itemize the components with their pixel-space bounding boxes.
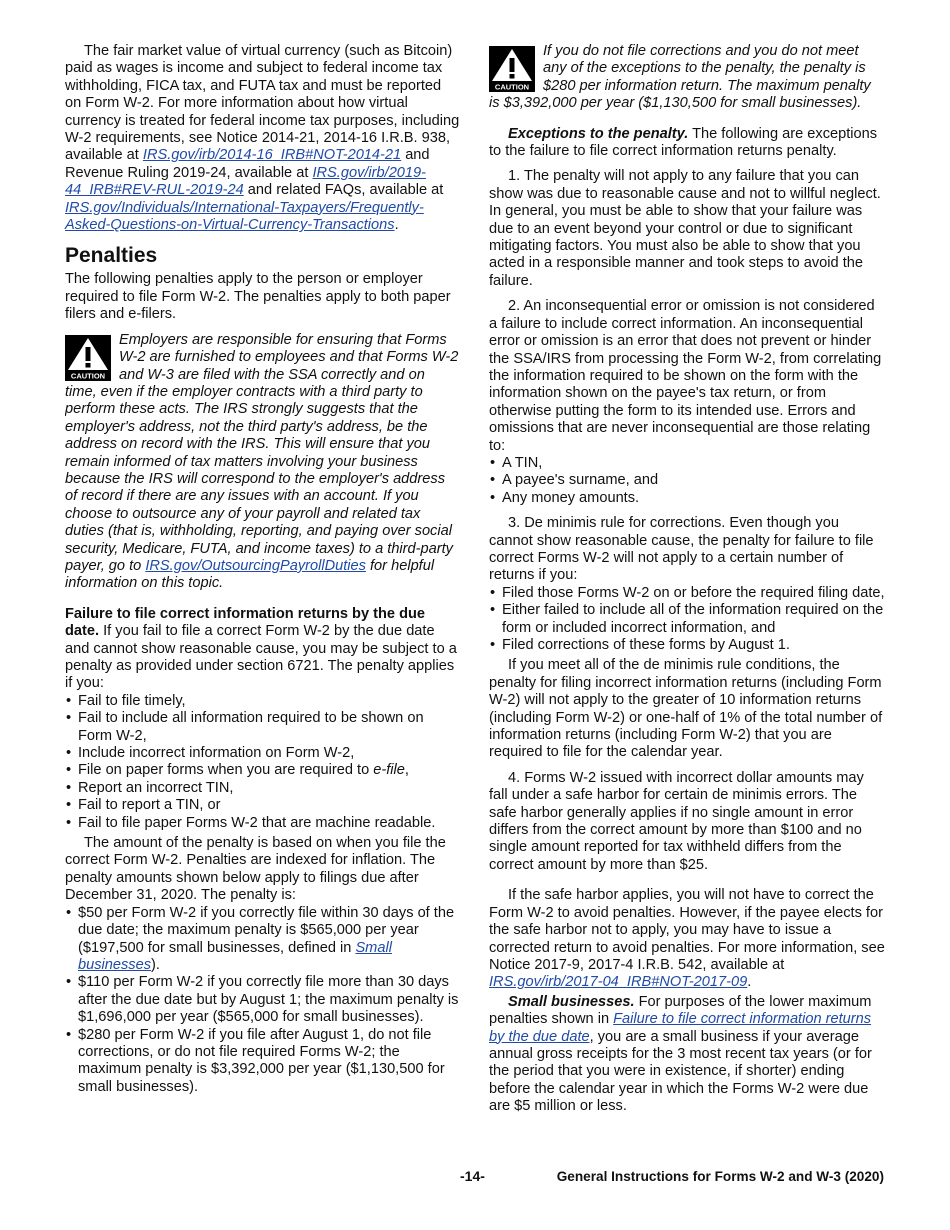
list-item: • $50 per Form W-2 if you correctly file within 30 days of the due date; the maximum penalty is $565,000 per year ($197,500 for small businesses, defined in Small businesses).	[65, 905, 460, 975]
list-item: • $110 per Form W-2 if you correctly file more than 30 days after the due date but by August 1; the maximum penalty is $1,696,000 per year ($565,000 for small businesses).	[65, 974, 460, 1026]
page-number: -14-	[460, 1168, 485, 1184]
virtual-currency-paragraph: The fair market value of virtual currency (such as Bitcoin) paid as wages is income and subject to federal income tax withholding, FICA tax, and FUTA tax and must be reported on Form W-2. For more information about how virtual currency is treated for federal income tax purposes, including W-2 requirements, see Notice 2014-21, 2014-16 I.R.B. 938, available at IRS.gov/irb/2014-16_IRB#NOT-2014-21 and Revenue Ruling 2019-24, available at IRS.gov/irb/2019-44_IRB#REV-RUL-2019-24 and related FAQs, available at IRS.gov/Individuals/International-Taxpayers/Frequently-Asked-Questions-on-Virtual-Currency-Transactions.	[65, 43, 460, 234]
list-item: • Fail to file paper Forms W-2 that are machine readable.	[65, 815, 460, 832]
virtual-currency-faq-link[interactable]: IRS.gov/Individuals/International-Taxpayers/Frequently-Asked-Questions-on-Virtual-Currency-Transactions	[65, 199, 424, 234]
penalties-intro: The following penalties apply to the person or employer required to file Form W-2. The penalties apply to both paper filers and e-filers.	[65, 271, 451, 323]
small-businesses-link[interactable]: Small businesses	[78, 939, 392, 973]
exception-4: 4. Forms W-2 issued with incorrect dollar amounts may fall under a safe harbor for certain de minimis errors. The safe harbor generally applies if no single amount in error differs from the correct amount by more than $100 and no single amount reported for tax withheld differs from the correct amount by more than $25.	[489, 769, 864, 873]
penalty-amounts-list	[65, 905, 460, 1096]
list-item: • A payee's surname, and	[489, 472, 885, 489]
de-minimis-list	[489, 585, 885, 655]
penalty-amount-paragraph: The amount of the penalty is based on when you file the correct Form W-2. Penalties are indexed for inflation. The penalty amounts shown below apply to filings due after December 31, 2020. The penalty is:	[65, 835, 446, 904]
list-item: • $280 per Form W-2 if you file after August 1, do not file corrections, or do not file required Forms W-2; the maximum penalty is $3,392,000 per year ($1,130,500 for small businesses).	[65, 1027, 460, 1097]
right-column	[489, 43, 885, 1116]
list-item: • Report an incorrect TIN,	[65, 780, 460, 797]
exceptions-paragraph: Exceptions to the penalty. The following are exceptions to the failure to file correct information returns penalty.	[489, 125, 878, 160]
list-item: • Fail to file timely,	[65, 693, 460, 710]
caution-note-corrections: CAUTION If you do not file corrections and you do not meet any of the exceptions to the penalty, the penalty is $280 per information return. The maximum penalty is $3,392,000 per year ($1,130,500 for small businesses).	[489, 43, 871, 112]
exception-3: 3. De minimis rule for corrections. Even though you cannot show reasonable cause, the penalty for failure to file correct Forms W-2 will not apply to a certain number of returns if you:	[489, 515, 874, 584]
notice-2017-9-link[interactable]: IRS.gov/irb/2017-04_IRB#NOT-2017-09	[489, 974, 748, 991]
list-item: • Any money amounts.	[489, 490, 885, 507]
failure-to-file-link[interactable]: Failure to file correct information returns by the due date	[489, 1011, 872, 1045]
list-item: • Fail to include all information required to be shown on Form W-2,	[65, 710, 460, 745]
list-item: • Either failed to include all of the information required on the form or included incorrect information, and	[489, 602, 885, 637]
failure-to-file-heading: Failure to file correct information returns by the due date.	[65, 605, 426, 640]
outsourcing-payroll-duties-link[interactable]: IRS.gov/OutsourcingPayrollDuties	[145, 557, 366, 574]
exceptions-heading: Exceptions to the penalty.	[508, 125, 689, 142]
de-minimis-conditions-paragraph: If you meet all of the de minimis rule conditions, the penalty for filing incorrect information returns (including Form W-2) will not apply to the greater of 10 information returns (including Form W-2) or one-half of 1% of the total number of information returns (including Form W-2) that you are required to file for the calendar year.	[489, 657, 883, 761]
caution-icon	[489, 46, 535, 92]
caution-icon	[65, 335, 111, 381]
irb-2019-44-link[interactable]: IRS.gov/irb/2019-44_IRB#REV-RUL-2019-24	[65, 164, 427, 199]
safe-harbor-paragraph: If the safe harbor applies, you will not have to correct the Form W-2 to avoid penalties. However, if the payee elects for the safe harbor not to apply, you may have to issue a corrected return to avoid penalties. For more information, see Notice 2017-9, 2017-4 I.R.B. 542, available at IRS.gov/irb/2017-04_IRB#NOT-2017-09.	[489, 887, 885, 991]
list-item: • Filed those Forms W-2 on or before the required filing date,	[489, 585, 885, 602]
exception-2: 2. An inconsequential error or omission is not considered a failure to include correct information. An inconsequential error or omission is an error that does not prevent or hinder the SSA/IRS from processing the Form W-2, from correlating the information required to be shown on the form with the information shown on the payee's tax return, or from otherwise putting the form to its intended use. Errors and omissions that are never inconsequential are those relating to:	[489, 298, 882, 454]
list-item: • A TIN,	[489, 455, 885, 472]
list-item: • File on paper forms when you are required to e-file,	[65, 762, 460, 779]
penalties-heading: Penalties	[65, 244, 158, 268]
svg-text:CAUTION: CAUTION	[70, 371, 106, 381]
caution-note-employers: CAUTION Employers are responsible for ensuring that Forms W-2 are furnished to employees and that Forms W-2 and W-3 are filed with the SSA correctly and on time, even if the employer contracts with a third party to perform these acts. The IRS strongly suggests that the employer's address, not the third party's address, be the address on record with the IRS. This will ensure that you remain informed of tax matters involving your business because the IRS will correspond to the employer's address of record if there are any issues with an account. If you choose to outsource any of your payroll and related tax duties (that is, withholding, reporting, and paying over social security, Medicare, FUTA, and income taxes) to a third-party payer, go to IRS.gov/OutsourcingPayrollDuties for helpful information on this topic.	[65, 331, 459, 592]
small-businesses-heading: Small businesses.	[508, 993, 635, 1010]
list-item: • Fail to report a TIN, or	[65, 797, 460, 814]
exception-1: 1. The penalty will not apply to any failure that you can show was due to reasonable cause and not to willful neglect. In general, you must be able to show that your failure was due to an event beyond your control or due to significant mitigating factors. You must also be able to show that you acted in a responsible manner and took steps to avoid the failure.	[489, 168, 881, 289]
small-businesses-paragraph: Small businesses. For purposes of the lower maximum penalties shown in Failure to file correct information returns by the due date, you are a small business if your average annual gross receipts for the 3 most recent tax years (or for the period that you were in existence, if shorter) ending before the calendar year in which the Forms W-2 were due are $5 million or less.	[489, 993, 872, 1115]
failure-conditions-list	[65, 693, 460, 832]
failure-to-file-paragraph: Failure to file correct information returns by the due date. If you fail to file a correct Form W-2 by the due date and cannot show reasonable cause, you may be subject to a penalty as provided under section 6721. The penalty applies if you:	[65, 605, 457, 692]
list-item: • Include incorrect information on Form W-2,	[65, 745, 460, 762]
inconsequential-list	[489, 455, 885, 507]
irb-2014-16-link[interactable]: IRS.gov/irb/2014-16_IRB#NOT-2014-21	[142, 147, 402, 164]
svg-text:CAUTION: CAUTION	[494, 82, 530, 92]
list-item: • Filed corrections of these forms by August 1.	[489, 637, 885, 654]
left-column	[65, 43, 460, 1096]
footer-title: General Instructions for Forms W-2 and W-3 (2020)	[556, 1169, 884, 1184]
page-footer	[0, 1168, 950, 1188]
